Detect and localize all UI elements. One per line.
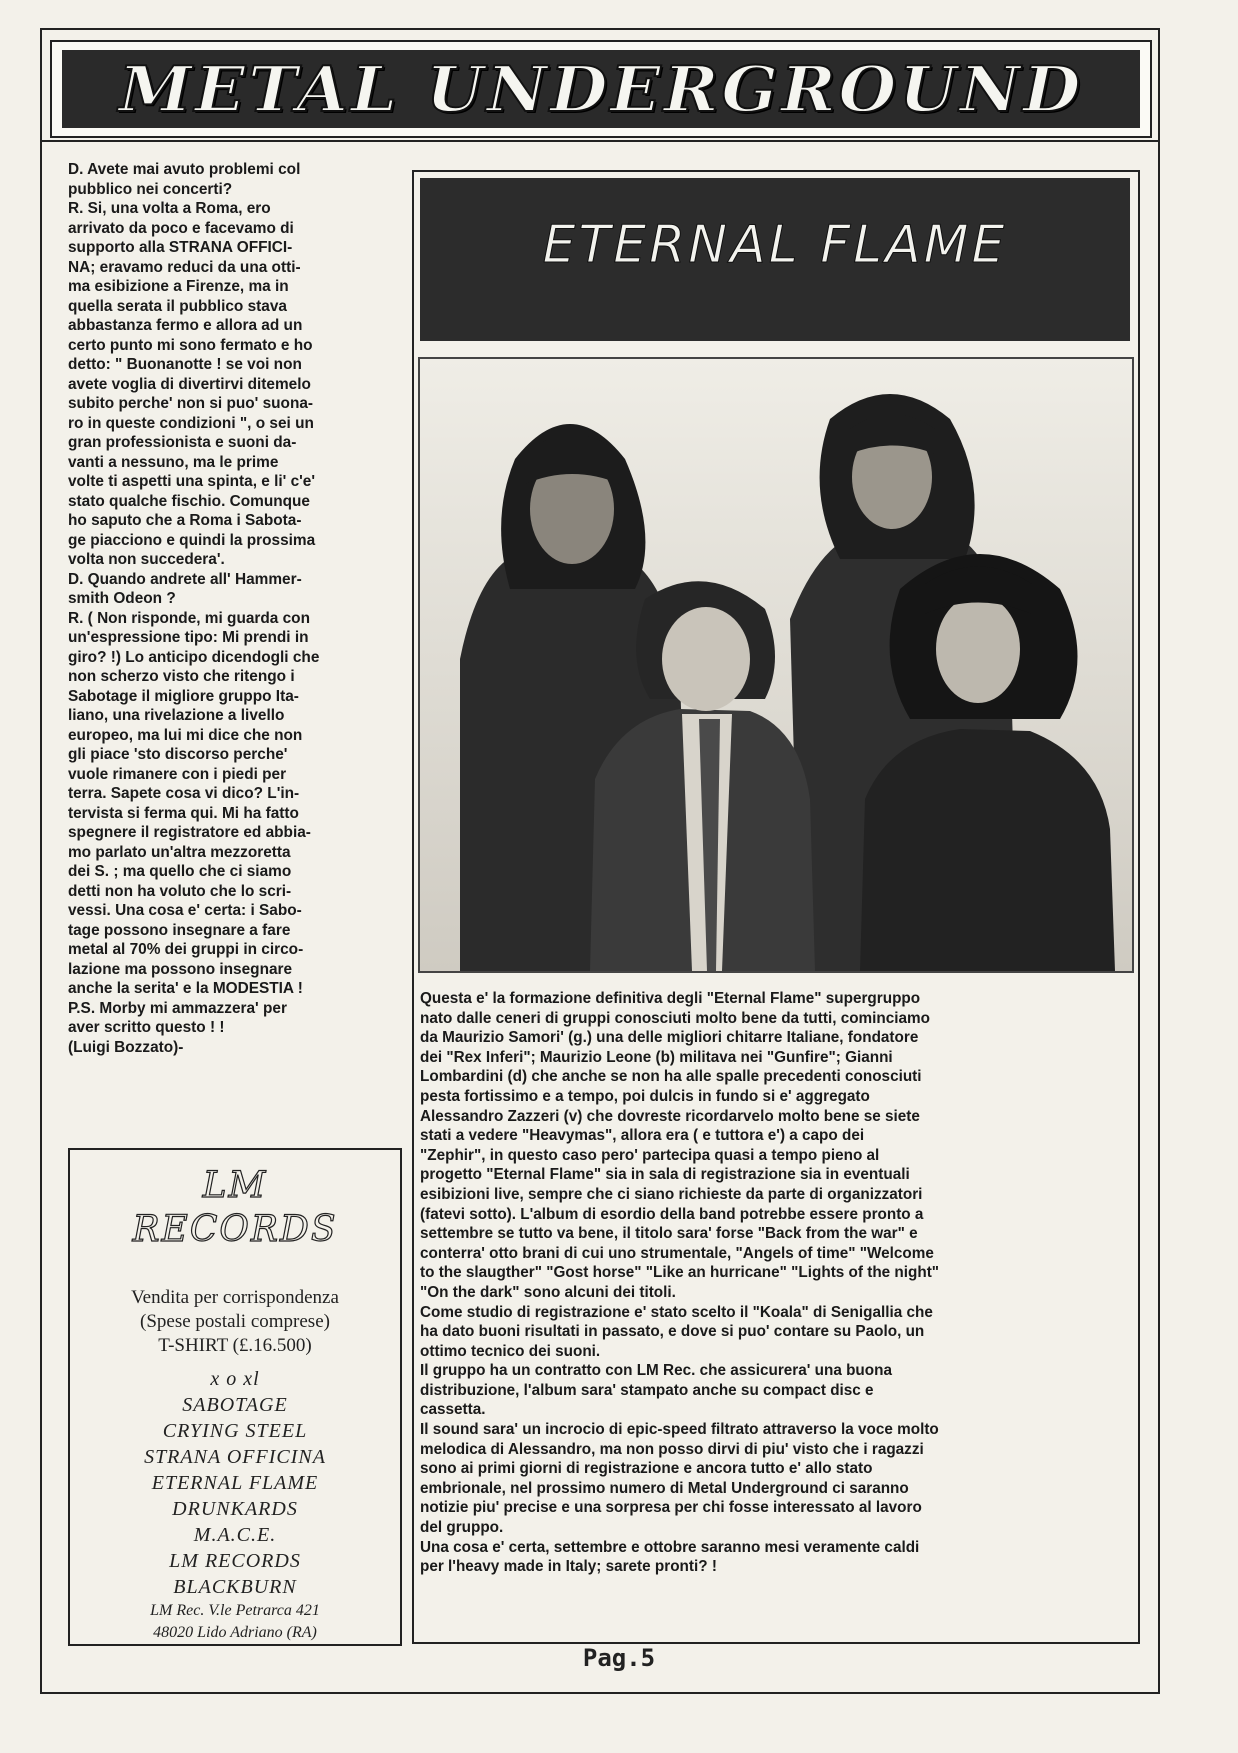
ad-shipping: (Spese postali comprese) bbox=[140, 1311, 330, 1332]
masthead bbox=[50, 40, 1152, 138]
ad-sizes: x o xl bbox=[210, 1368, 260, 1390]
article-title: ETERNAL FLAME bbox=[542, 214, 1008, 275]
masthead-divider bbox=[40, 140, 1160, 142]
ad-mail-order: Vendita per corrispondenza bbox=[131, 1287, 339, 1308]
masthead-banner bbox=[62, 50, 1140, 128]
ad-address-street: LM Rec. V.le Petrarca 421 bbox=[150, 1602, 320, 1619]
page-number: Pag.5 bbox=[582, 1644, 656, 1672]
ad-item: ETERNAL FLAME bbox=[151, 1472, 319, 1494]
article-banner bbox=[420, 178, 1130, 341]
ad-item: DRUNKARDS bbox=[172, 1498, 298, 1520]
magazine-title: METAL UNDERGROUND bbox=[118, 51, 1084, 127]
band-photo-image bbox=[420, 359, 1132, 971]
band-photo bbox=[418, 357, 1134, 973]
interview-column bbox=[68, 160, 408, 1057]
ad-item: M.A.C.E. bbox=[193, 1524, 277, 1546]
article-body bbox=[420, 989, 1130, 1577]
ad-item: LM RECORDS bbox=[169, 1550, 301, 1572]
ad-address-city: 48020 Lido Adriano (RA) bbox=[153, 1624, 317, 1641]
ad-tshirt-price: T-SHIRT (£.16.500) bbox=[158, 1335, 312, 1356]
ad-item: STRANA OFFICINA bbox=[144, 1446, 326, 1468]
lm-records-ad bbox=[68, 1148, 402, 1646]
interview-text: D. Avete mai avuto problemi col pubblico nei concerti? R. Si, una volta a Roma, ero arrivato da poco e facevamo di supporto alla STRANA OFFICI- NA; eravamo reduci da una otti- ma esibizione a Firenze, ma in quella serata il pubblico stava abbastanza fermo e allora ad un certo punto mi sono fermato e ho detto: " Buonanotte ! se voi non avete voglia di divertirvi ditemelo subito perche' non si puo' suona- ro in queste condizioni ", o sei un gran professionista e suoni da- vanti a nessuno, ma le prime volte ti aspetti una spinta, e li' c'e' stato qualche fischio. Comunque ho saputo che a Roma i Sabota- ge piacciono e quindi la prossima volta non succedera'. D. Quando andrete all' Hammer- smith Odeon ? R. ( Non risponde, mi guarda con un'espressione tipo: Mi prendi in giro? !) Lo anticipo dicendogli che non scherzo visto che ritengo i Sabotage il migliore gruppo Ita- liano, una rivelazione a livello europeo, ma lui mi dice che non gli piace 'sto discorso perche' vuole rimanere con i piedi per terra. Sapete cosa vi dico? L'in- tervista si ferma qui. Mi ha fatto spegnere il registratore ed abbia- mo parlato un'altra mezzoretta dei S. ; ma quello che ci siamo detti non ha voluto che lo scri- vessi. Una cosa e' certa: i Sabo- tage possono insegnare a fare metal al 70% dei gruppi in circo- lazione ma possono insegnare anche la serita' e la MODESTIA ! P.S. Morby mi ammazzera' per aver scritto questo ! ! (Luigi Bozzato)- bbox=[68, 161, 320, 1056]
ad-list bbox=[70, 1366, 400, 1600]
ad-item: SABOTAGE bbox=[182, 1394, 288, 1416]
ad-logo-records: RECORDS bbox=[132, 1209, 338, 1250]
article-text: Questa e' la formazione definitiva degli "Eternal Flame" supergruppo nato dalle ceneri di gruppi conosciuti molto bene da tutti, cominciamo da Maurizio Samori' (g.) una delle migliori chitarre Italiane, fondatore dei "Rex Inferi"; Maurizio Leone (b) militava nei "Gunfire"; Gianni Lombardini (d) che anche se non ha alle spalle precedenti conosciuti pesta fortissimo e a tempo, poi dulcis in fundo si e' aggregato Alessandro Zazzeri (v) che dovreste ricordarvelo molto bene se siete stati a vedere "Heavymas", allora era ( e tuttora e') a capo dei "Zephir", in questo caso pero' partecipa quasi a tempo pieno al progetto "Eternal Flame" sia in sala di registrazione sia in eventuali esibizioni live, sempre che ci siano richieste da parte di organizzatori (fatevi sotto). L'album di esordio della band potrebbe essere pronto a settembre se tutto va bene, il titolo sara' forse "Back from the war" e conterra' otto brani di cui uno strumentale, "Angels of time" "Welcome to the slaugther" "Gost horse" "Like an hurricane" "Lights of the night" "On the dark" sono alcuni dei titoli. Come studio di registrazione e' stato scelto il "Koala" di Senigallia che ha dato buoni risultati in passato, e dove si puo' contare su Paolo, un ottimo tecnico dei suoni. Il gruppo ha un contratto con LM Rec. che assicurera' una buona distribuzione, l'album sara' stampato anche su compact disc e cassetta. Il sound sara' un incrocio di epic-speed filtrato attraverso la voce molto melodica di Alessandro, ma non posso dirvi di piu' visto che i ragazzi sono ai primi giorni di registrazione e ancora tutto e' allo stato embrionale, nel prossimo numero di Metal Underground ci saranno notizie piu' precise e una sorpresa per chi fosse interessato al lavoro del gruppo. Una cosa e' certa, settembre e ottobre saranno mesi veramente caldi per l'heavy made in Italy; sarete pronti? ! bbox=[420, 990, 940, 1576]
ad-item: BLACKBURN bbox=[173, 1576, 297, 1598]
ad-item: CRYING STEEL bbox=[162, 1420, 308, 1442]
ad-logo-lm: LM bbox=[202, 1165, 268, 1206]
